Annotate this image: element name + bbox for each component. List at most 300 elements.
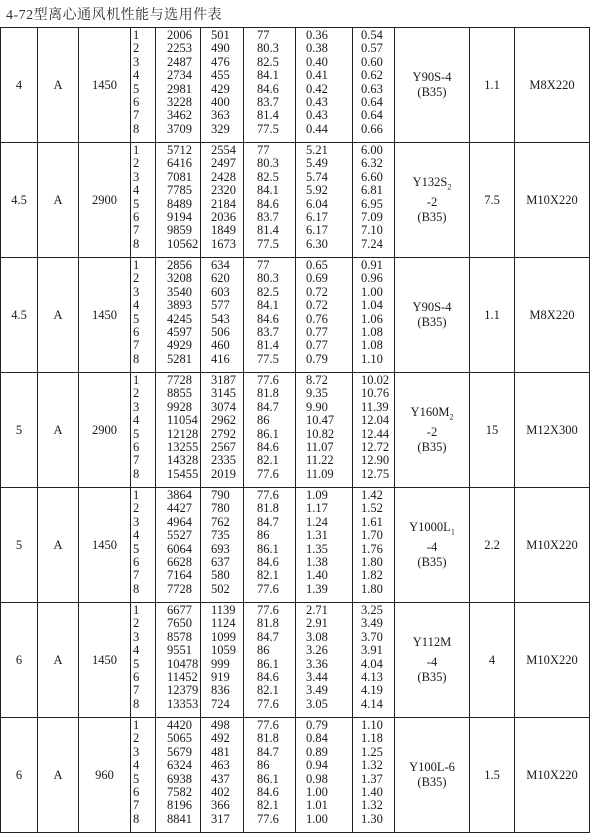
efficiency-list-value: 82.1 xyxy=(257,798,279,813)
internal-power-list-value: 0.42 xyxy=(306,81,328,96)
point-number-list-value: 4 xyxy=(133,528,140,543)
point-number-list-value: 4 xyxy=(133,643,140,658)
point-number-list-value: 3 xyxy=(133,514,140,529)
point-number-list-value: 5 xyxy=(133,81,140,96)
point-number-list-value: 1 xyxy=(133,373,140,387)
fan-size-cell: 6 xyxy=(1,718,38,833)
required-power-list-value: 0.57 xyxy=(361,41,383,56)
flow-list-value: 4964 xyxy=(167,514,192,529)
motor-model-name: Y112M xyxy=(412,635,452,650)
speed-cell: 1450 xyxy=(79,258,131,373)
efficiency-list-value: 82.5 xyxy=(257,169,279,184)
internal-power-list xyxy=(296,373,353,488)
efficiency-list-value: 84.1 xyxy=(257,68,279,83)
pressure-list-value: 2320 xyxy=(211,183,236,198)
flow-list xyxy=(156,488,201,603)
efficiency-list-value: 82.5 xyxy=(257,284,279,299)
internal-power-list-value: 3.26 xyxy=(306,643,328,658)
point-number-list-value: 8 xyxy=(133,121,140,136)
efficiency-list-value: 84.6 xyxy=(257,81,279,96)
required-power-list-value: 1.76 xyxy=(361,541,383,556)
flow-list-value: 3540 xyxy=(167,284,192,299)
required-power-list-value: 0.63 xyxy=(361,81,383,96)
required-power-list xyxy=(353,373,395,488)
required-power-list-value: 4.13 xyxy=(361,669,383,684)
point-number-list-value: 3 xyxy=(133,284,140,299)
flow-list xyxy=(156,373,201,488)
efficiency-list-value: 77.5 xyxy=(257,351,279,366)
required-power-list xyxy=(353,488,395,603)
internal-power-list-value: 1.00 xyxy=(306,811,328,826)
pressure-list-value: 580 xyxy=(211,568,230,583)
flow-list-value: 9194 xyxy=(167,209,192,224)
motor-model-cell xyxy=(395,603,470,718)
internal-power-list-value: 3.05 xyxy=(306,696,328,711)
flow-list-value: 3462 xyxy=(167,108,192,123)
motor-model-name: Y90S-4 xyxy=(412,70,452,84)
pressure-list-value: 603 xyxy=(211,284,230,299)
fan-size-cell: 5 xyxy=(1,488,38,603)
pressure-list-value: 2792 xyxy=(211,426,236,441)
pressure-list-value: 490 xyxy=(211,41,230,56)
pressure-list-value: 460 xyxy=(211,338,230,353)
required-power-list xyxy=(353,603,395,718)
flow-list-value: 3893 xyxy=(167,298,192,313)
pressure-list-value: 2019 xyxy=(211,466,236,481)
efficiency-list-value: 86.1 xyxy=(257,771,279,786)
internal-power-list xyxy=(296,718,353,833)
internal-power-list-value: 6.17 xyxy=(306,223,328,238)
fan-size-cell: 6 xyxy=(1,603,38,718)
pressure-list-value: 3187 xyxy=(211,373,236,387)
efficiency-list-value: 86 xyxy=(257,643,270,658)
internal-power-list-value: 0.77 xyxy=(306,324,328,339)
pressure-list-value: 363 xyxy=(211,108,230,123)
pressure-list-value: 577 xyxy=(211,298,230,313)
motor-poles: -4 xyxy=(426,654,438,669)
motor-model-subscript: 1 xyxy=(450,527,455,537)
internal-power-list-value: 2.91 xyxy=(306,616,328,631)
motor-mount: (B35) xyxy=(417,669,447,684)
flow-list-value: 3208 xyxy=(167,271,192,286)
point-number-list-value: 5 xyxy=(133,426,140,441)
pressure-list-value: 620 xyxy=(211,271,230,286)
required-power-list-value: 12.90 xyxy=(361,453,390,468)
flow-list-value: 7164 xyxy=(167,568,192,583)
internal-power-list-value: 0.98 xyxy=(306,771,328,786)
flow-list xyxy=(156,258,201,373)
fan-model-row xyxy=(1,373,590,488)
flow-list-value: 6064 xyxy=(167,541,192,556)
flow-list-value: 14328 xyxy=(167,453,199,468)
flow-list-value: 7081 xyxy=(167,169,192,184)
drive-type-cell: A xyxy=(38,488,79,603)
point-number-list-value: 7 xyxy=(133,223,140,238)
fan-model-row xyxy=(1,603,590,718)
required-power-list-value: 1.08 xyxy=(361,338,383,353)
point-number-list xyxy=(131,488,156,603)
pressure-list-value: 402 xyxy=(211,784,230,799)
point-number-list-value: 1 xyxy=(133,603,140,617)
drive-type-cell: A xyxy=(38,28,79,143)
required-power-list-value: 6.60 xyxy=(361,169,383,184)
pressure-list-value: 1849 xyxy=(211,223,236,238)
flow-list-value: 6628 xyxy=(167,554,192,569)
internal-power-list-value: 1.31 xyxy=(306,528,328,543)
required-power-list-value: 1.32 xyxy=(361,758,383,773)
point-number-list-value: 4 xyxy=(133,183,140,198)
flow-list-value: 11452 xyxy=(167,669,198,684)
pressure-list-value: 724 xyxy=(211,696,230,711)
efficiency-list-value: 84.7 xyxy=(257,514,279,529)
pressure-list xyxy=(201,718,244,833)
motor-power-cell: 4 xyxy=(470,603,515,718)
motor-model-cell xyxy=(395,373,470,488)
required-power-list-value: 4.04 xyxy=(361,656,383,671)
speed-cell: 2900 xyxy=(79,373,131,488)
pressure-list-value: 429 xyxy=(211,81,230,96)
flow-list-value: 8855 xyxy=(167,386,192,401)
required-power-list-value: 1.06 xyxy=(361,311,383,326)
flow-list-value: 9928 xyxy=(167,399,192,414)
efficiency-list-value: 84.7 xyxy=(257,399,279,414)
internal-power-list-value: 6.30 xyxy=(306,236,328,251)
internal-power-list-value: 11.07 xyxy=(306,439,334,454)
drive-type-cell: A xyxy=(38,718,79,833)
flow-list-value: 8578 xyxy=(167,629,192,644)
flow-list-value: 2487 xyxy=(167,54,192,69)
point-number-list-value: 2 xyxy=(133,156,140,171)
required-power-list-value: 1.70 xyxy=(361,528,383,543)
pressure-list-value: 762 xyxy=(211,514,230,529)
required-power-list-value: 12.04 xyxy=(361,413,390,428)
internal-power-list-value: 10.47 xyxy=(306,413,335,428)
efficiency-list xyxy=(244,603,296,718)
motor-power-cell: 1.5 xyxy=(470,718,515,833)
point-number-list-value: 6 xyxy=(133,324,140,339)
efficiency-list-value: 77.6 xyxy=(257,581,279,596)
pressure-list-value: 476 xyxy=(211,54,230,69)
efficiency-list-value: 84.6 xyxy=(257,196,279,211)
required-power-list-value: 1.80 xyxy=(361,554,383,569)
required-power-list-value: 7.09 xyxy=(361,209,383,224)
point-number-list-value: 4 xyxy=(133,758,140,773)
pressure-list-value: 836 xyxy=(211,683,230,698)
flow-list-value: 12379 xyxy=(167,683,199,698)
flow-list-value: 5065 xyxy=(167,731,192,746)
internal-power-list-value: 11.09 xyxy=(306,466,334,481)
efficiency-list-value: 81.8 xyxy=(257,501,279,516)
flow-list-value: 13353 xyxy=(167,696,199,711)
efficiency-list-value: 86.1 xyxy=(257,541,279,556)
required-power-list-value: 4.14 xyxy=(361,696,383,711)
efficiency-list-value: 77 xyxy=(257,258,270,272)
efficiency-list-value: 86.1 xyxy=(257,656,279,671)
pressure-list-value: 2428 xyxy=(211,169,236,184)
internal-power-list-value: 0.89 xyxy=(306,744,328,759)
required-power-list-value: 1.30 xyxy=(361,811,383,826)
efficiency-list-value: 77.6 xyxy=(257,373,279,387)
pressure-list-value: 2184 xyxy=(211,196,236,211)
point-number-list-value: 6 xyxy=(133,669,140,684)
motor-power-cell: 2.2 xyxy=(470,488,515,603)
required-power-list-value: 1.18 xyxy=(361,731,383,746)
efficiency-list-value: 80.3 xyxy=(257,156,279,171)
motor-model-name: Y90S-4 xyxy=(412,300,452,314)
internal-power-list xyxy=(296,28,353,143)
pressure-list-value: 317 xyxy=(211,811,230,826)
required-power-list-value: 4.19 xyxy=(361,683,383,698)
pressure-list xyxy=(201,143,244,258)
fan-performance-table xyxy=(0,27,590,833)
bolt-spec-cell: M10X220 xyxy=(515,143,590,258)
flow-list-value: 9859 xyxy=(167,223,192,238)
internal-power-list-value: 1.40 xyxy=(306,568,328,583)
point-number-list-value: 8 xyxy=(133,466,140,481)
bolt-spec-cell: M12X300 xyxy=(515,373,590,488)
required-power-list-value: 12.72 xyxy=(361,439,390,454)
flow-list-value: 2253 xyxy=(167,41,192,56)
motor-power-cell: 1.1 xyxy=(470,258,515,373)
efficiency-list-value: 77.5 xyxy=(257,121,279,136)
point-number-list-value: 4 xyxy=(133,298,140,313)
motor-mount: (B35) xyxy=(417,85,447,99)
point-number-list-value: 7 xyxy=(133,798,140,813)
motor-mount: (B35) xyxy=(417,209,447,224)
motor-model-subscript: 2 xyxy=(447,182,452,192)
pressure-list-value: 400 xyxy=(211,94,230,109)
internal-power-list-value: 1.01 xyxy=(306,798,328,813)
internal-power-list-value: 3.44 xyxy=(306,669,328,684)
efficiency-list-value: 77.6 xyxy=(257,696,279,711)
pressure-list-value: 437 xyxy=(211,771,230,786)
internal-power-list-value: 3.49 xyxy=(306,683,328,698)
efficiency-list-value: 82.5 xyxy=(257,54,279,69)
flow-list-value: 5679 xyxy=(167,744,192,759)
flow-list-value: 2981 xyxy=(167,81,192,96)
flow-list-value: 6416 xyxy=(167,156,192,171)
internal-power-list-value: 5.92 xyxy=(306,183,328,198)
required-power-list-value: 1.37 xyxy=(361,771,383,786)
efficiency-list-value: 84.1 xyxy=(257,298,279,313)
required-power-list-value: 0.60 xyxy=(361,54,383,69)
fan-model-row xyxy=(1,258,590,373)
flow-list-value: 2734 xyxy=(167,68,192,83)
internal-power-list-value: 3.08 xyxy=(306,629,328,644)
bolt-spec-cell: M10X220 xyxy=(515,718,590,833)
point-number-list-value: 6 xyxy=(133,439,140,454)
internal-power-list xyxy=(296,603,353,718)
point-number-list-value: 6 xyxy=(133,94,140,109)
motor-model-name: Y132S xyxy=(412,175,448,190)
required-power-list-value: 1.10 xyxy=(361,351,383,366)
point-number-list-value: 5 xyxy=(133,656,140,671)
internal-power-list xyxy=(296,143,353,258)
point-number-list xyxy=(131,373,156,488)
pressure-list-value: 502 xyxy=(211,581,230,596)
flow-list-value: 3228 xyxy=(167,94,192,109)
required-power-list-value: 11.39 xyxy=(361,399,389,414)
internal-power-list-value: 0.65 xyxy=(306,258,328,272)
flow-list-value: 4929 xyxy=(167,338,192,353)
motor-power-cell: 7.5 xyxy=(470,143,515,258)
motor-model-cell xyxy=(395,28,470,143)
internal-power-list-value: 0.76 xyxy=(306,311,328,326)
pressure-list-value: 1059 xyxy=(211,643,236,658)
flow-list-value: 10562 xyxy=(167,236,199,251)
flow-list-value: 4427 xyxy=(167,501,192,516)
pressure-list-value: 498 xyxy=(211,718,230,732)
efficiency-list xyxy=(244,373,296,488)
flow-list-value: 6938 xyxy=(167,771,192,786)
fan-model-row xyxy=(1,488,590,603)
point-number-list-value: 2 xyxy=(133,41,140,56)
motor-mount: (B35) xyxy=(417,554,447,569)
internal-power-list-value: 8.72 xyxy=(306,373,328,387)
internal-power-list-value: 9.90 xyxy=(306,399,328,414)
efficiency-list xyxy=(244,28,296,143)
internal-power-list-value: 5.74 xyxy=(306,169,328,184)
point-number-list-value: 3 xyxy=(133,54,140,69)
pressure-list xyxy=(201,28,244,143)
efficiency-list-value: 83.7 xyxy=(257,209,279,224)
efficiency-list-value: 84.7 xyxy=(257,629,279,644)
flow-list-value: 7785 xyxy=(167,183,192,198)
efficiency-list-value: 77.6 xyxy=(257,488,279,502)
efficiency-list-value: 82.1 xyxy=(257,568,279,583)
efficiency-list-value: 84.6 xyxy=(257,439,279,454)
efficiency-list-value: 77 xyxy=(257,143,270,157)
pressure-list-value: 2335 xyxy=(211,453,236,468)
flow-list xyxy=(156,603,201,718)
flow-list-value: 7728 xyxy=(167,581,192,596)
pressure-list-value: 1124 xyxy=(211,616,236,631)
pressure-list-value: 790 xyxy=(211,488,230,502)
motor-model-cell xyxy=(395,258,470,373)
internal-power-list-value: 1.17 xyxy=(306,501,328,516)
fan-size-cell: 4.5 xyxy=(1,143,38,258)
internal-power-list-value: 0.43 xyxy=(306,94,328,109)
required-power-list-value: 7.24 xyxy=(361,236,383,251)
point-number-list-value: 5 xyxy=(133,541,140,556)
efficiency-list-value: 84.6 xyxy=(257,784,279,799)
point-number-list-value: 6 xyxy=(133,784,140,799)
internal-power-list-value: 1.35 xyxy=(306,541,328,556)
required-power-list-value: 12.44 xyxy=(361,426,390,441)
required-power-list-value: 6.95 xyxy=(361,196,383,211)
required-power-list-value: 6.00 xyxy=(361,143,383,157)
point-number-list xyxy=(131,718,156,833)
efficiency-list-value: 77.6 xyxy=(257,603,279,617)
pressure-list-value: 2497 xyxy=(211,156,236,171)
efficiency-list-value: 77.5 xyxy=(257,236,279,251)
efficiency-list-value: 77.6 xyxy=(257,811,279,826)
internal-power-list-value: 0.79 xyxy=(306,718,328,732)
efficiency-list-value: 84.6 xyxy=(257,669,279,684)
speed-cell: 1450 xyxy=(79,488,131,603)
bolt-spec-cell: M8X220 xyxy=(515,28,590,143)
pressure-list-value: 2036 xyxy=(211,209,236,224)
internal-power-list-value: 0.41 xyxy=(306,68,328,83)
flow-list xyxy=(156,143,201,258)
required-power-list xyxy=(353,718,395,833)
point-number-list-value: 3 xyxy=(133,744,140,759)
flow-list-value: 4245 xyxy=(167,311,192,326)
pressure-list-value: 506 xyxy=(211,324,230,339)
bolt-spec-cell: M10X220 xyxy=(515,488,590,603)
internal-power-list-value: 1.09 xyxy=(306,488,328,502)
flow-list-value: 9551 xyxy=(167,643,192,658)
internal-power-list-value: 0.36 xyxy=(306,28,328,42)
pressure-list-value: 637 xyxy=(211,554,230,569)
point-number-list-value: 2 xyxy=(133,271,140,286)
internal-power-list-value: 0.79 xyxy=(306,351,328,366)
required-power-list-value: 12.75 xyxy=(361,466,390,481)
fan-size-cell: 5 xyxy=(1,373,38,488)
point-number-list-value: 2 xyxy=(133,616,140,631)
required-power-list-value: 1.25 xyxy=(361,744,383,759)
pressure-list-value: 543 xyxy=(211,311,230,326)
internal-power-list xyxy=(296,488,353,603)
bolt-spec-cell: M8X220 xyxy=(515,258,590,373)
required-power-list-value: 1.08 xyxy=(361,324,383,339)
required-power-list-value: 0.64 xyxy=(361,108,383,123)
point-number-list-value: 1 xyxy=(133,718,140,732)
internal-power-list-value: 11.22 xyxy=(306,453,334,468)
pressure-list-value: 463 xyxy=(211,758,230,773)
flow-list-value: 4597 xyxy=(167,324,192,339)
drive-type-cell: A xyxy=(38,258,79,373)
pressure-list-value: 501 xyxy=(211,28,230,42)
flow-list-value: 5527 xyxy=(167,528,192,543)
required-power-list-value: 1.40 xyxy=(361,784,383,799)
efficiency-list-value: 86 xyxy=(257,413,270,428)
internal-power-list-value: 9.35 xyxy=(306,386,328,401)
flow-list-value: 8489 xyxy=(167,196,192,211)
pressure-list-value: 1139 xyxy=(211,603,236,617)
motor-model-cell xyxy=(395,718,470,833)
point-number-list-value: 2 xyxy=(133,501,140,516)
efficiency-list-value: 83.7 xyxy=(257,324,279,339)
required-power-list-value: 0.91 xyxy=(361,258,383,272)
internal-power-list-value: 1.00 xyxy=(306,784,328,799)
page-title: 4-72型离心通风机性能与选用件表 xyxy=(6,8,223,23)
pressure-list-value: 329 xyxy=(211,121,230,136)
speed-cell: 1450 xyxy=(79,28,131,143)
flow-list-value: 11054 xyxy=(167,413,198,428)
motor-model-name: Y1000L xyxy=(409,520,451,535)
flow-list-value: 8196 xyxy=(167,798,192,813)
flow-list-value: 13255 xyxy=(167,439,199,454)
pressure-list-value: 780 xyxy=(211,501,230,516)
point-number-list-value: 4 xyxy=(133,68,140,83)
flow-list-value: 15455 xyxy=(167,466,199,481)
motor-mount: (B35) xyxy=(417,439,447,454)
fan-model-row xyxy=(1,28,590,143)
internal-power-list-value: 2.71 xyxy=(306,603,328,617)
efficiency-list-value: 81.8 xyxy=(257,731,279,746)
bolt-spec-cell: M10X220 xyxy=(515,603,590,718)
required-power-list-value: 6.81 xyxy=(361,183,383,198)
point-number-list-value: 8 xyxy=(133,811,140,826)
efficiency-list-value: 77.6 xyxy=(257,718,279,732)
fan-size-cell: 4.5 xyxy=(1,258,38,373)
flow-list-value: 5712 xyxy=(167,143,192,157)
motor-power-cell: 15 xyxy=(470,373,515,488)
required-power-list-value: 1.32 xyxy=(361,798,383,813)
point-number-list-value: 7 xyxy=(133,568,140,583)
flow-list-value: 7582 xyxy=(167,784,192,799)
